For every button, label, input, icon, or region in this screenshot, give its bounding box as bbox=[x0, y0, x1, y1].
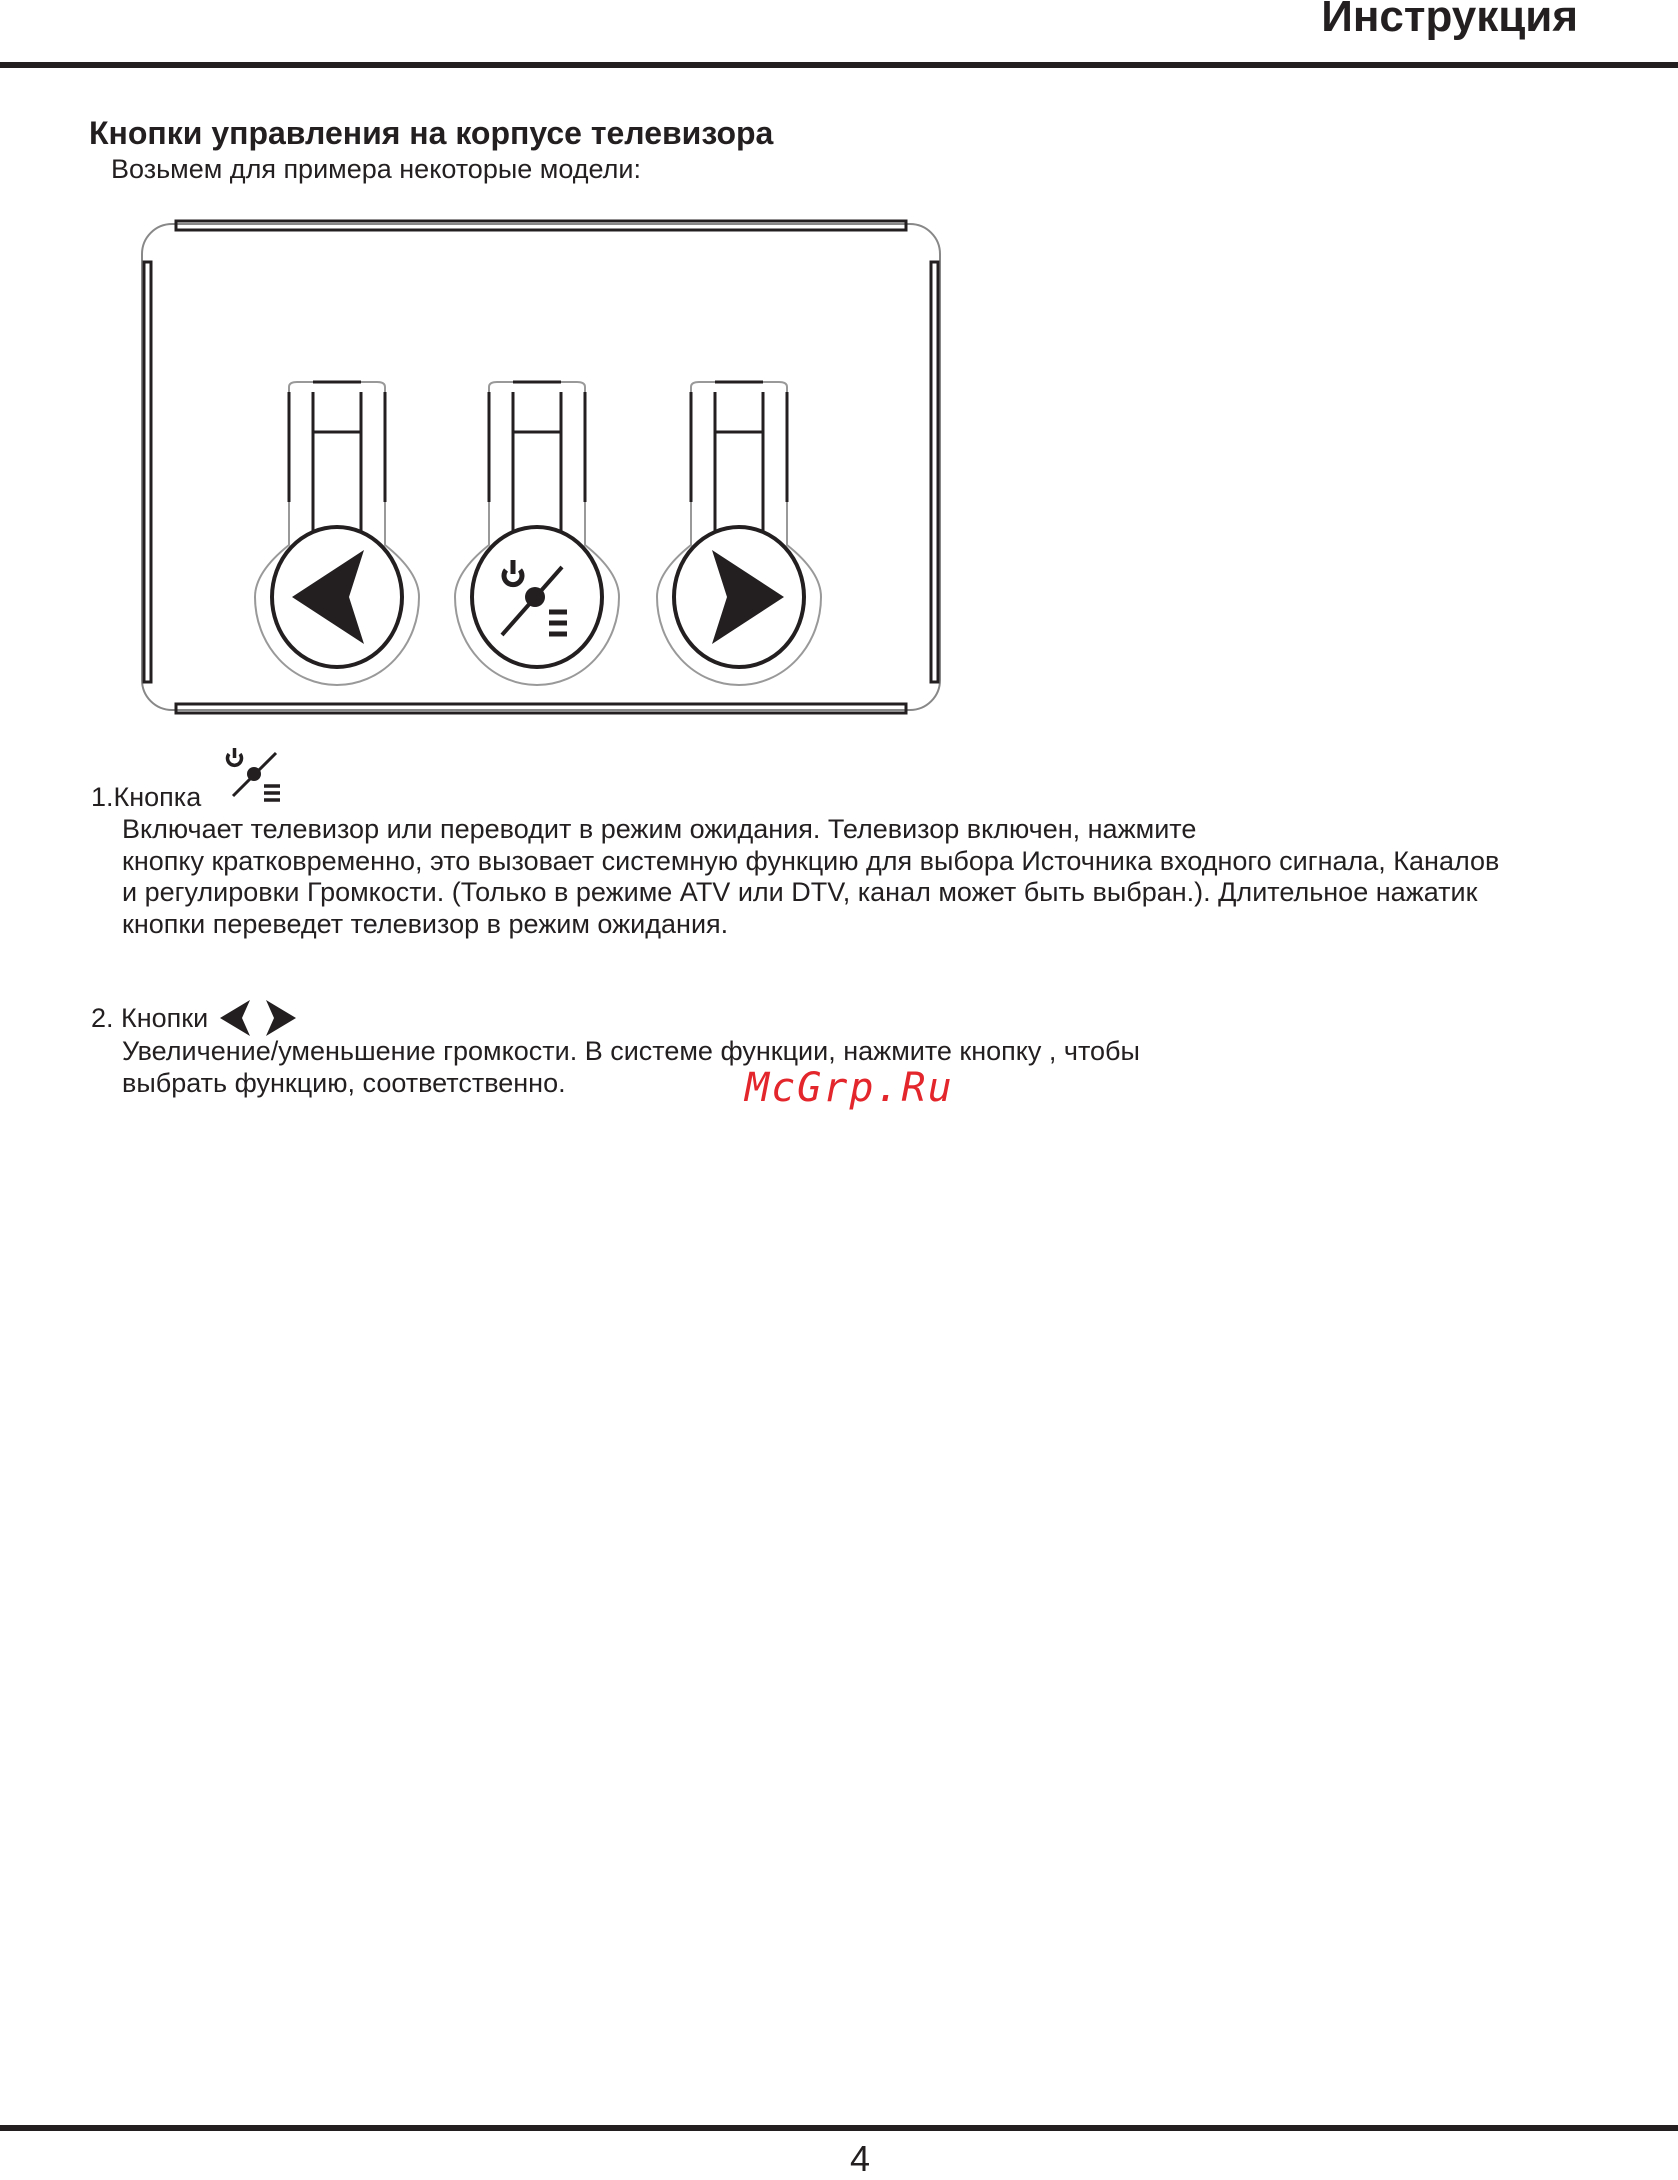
text-line: Включает телевизор или переводит в режим ожидания. Телевизор включен, нажмите bbox=[122, 814, 1197, 844]
item-2-label: 2. Кнопки bbox=[91, 1003, 209, 1033]
panel-bottom-edge bbox=[176, 704, 906, 713]
header-rule bbox=[0, 62, 1678, 68]
watermark: McGrp.Ru bbox=[745, 1065, 954, 1111]
text-line: Увеличение/уменьшение громкости. В системе функции, нажмите кнопку , чтобы bbox=[122, 1036, 1140, 1066]
arrow-right-icon bbox=[712, 550, 784, 644]
item-1-description bbox=[122, 814, 1499, 940]
power-menu-icon bbox=[224, 746, 286, 806]
panel-top-edge bbox=[176, 221, 906, 230]
power-menu-icon bbox=[502, 560, 567, 635]
arrow-left-right-icons bbox=[218, 998, 298, 1038]
text-line: и регулировки Громкости. (Только в режиме ATV или DTV, канал может быть выбран.). Длительное нажатик bbox=[122, 877, 1478, 908]
button-right bbox=[657, 382, 821, 685]
footer-rule bbox=[0, 2125, 1678, 2131]
panel-outline bbox=[142, 224, 940, 710]
arrow-left-icon bbox=[220, 1000, 250, 1036]
text-line: кнопку кратковременно, это вызовает системную функцию для выбора Источника входного сигнала, Каналов bbox=[122, 845, 1500, 876]
button-power-menu bbox=[455, 382, 619, 685]
document-title: Инструкция bbox=[1321, 0, 1578, 41]
text-line: выбрать функцию, соответственно. bbox=[122, 1067, 566, 1098]
arrow-left-icon bbox=[292, 550, 364, 644]
button-left bbox=[255, 382, 419, 685]
item-2-description bbox=[122, 1036, 1140, 1099]
item-1-label: 1.Кнопка bbox=[91, 782, 202, 812]
panel-right-edge bbox=[931, 262, 938, 682]
tv-control-panel-diagram bbox=[136, 212, 946, 722]
page-number: 4 bbox=[850, 2138, 871, 2179]
section-intro: Возьмем для примера некоторые модели: bbox=[111, 154, 641, 184]
text-line: кнопки переведет телевизор в режим ожидания. bbox=[122, 908, 729, 939]
panel-left-edge bbox=[144, 262, 151, 682]
section-heading: Кнопки управления на корпусе телевизора bbox=[89, 115, 774, 151]
arrow-right-icon bbox=[266, 1000, 296, 1036]
